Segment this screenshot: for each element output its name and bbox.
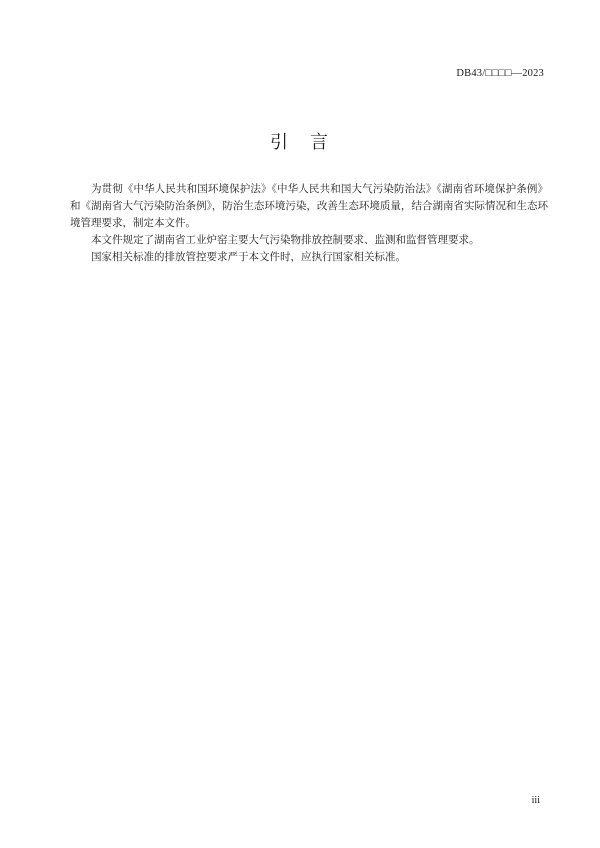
document-code: DB43/□□□□—2023 bbox=[456, 68, 544, 79]
page-number: iii bbox=[531, 795, 540, 806]
paragraph-purpose: 为贯彻《中华人民共和国环境保护法》《中华人民共和国大气污染防治法》《湖南省环境保护条例》和《湖南省大气污染防治条例》，防治生态环境污染，改善生态环境质量，结合湖南省实际情况和生态环境管理要求，制定本文件。 bbox=[70, 183, 548, 229]
document-body bbox=[70, 181, 548, 266]
page-title: 引 言 bbox=[270, 132, 330, 153]
paragraph-scope: 本文件规定了湖南省工业炉窑主要大气污染物排放控制要求、监测和监督管理要求。 bbox=[91, 234, 480, 246]
paragraph-national-standards: 国家相关标准的排放管控要求严于本文件时，应执行国家相关标准。 bbox=[91, 251, 406, 263]
